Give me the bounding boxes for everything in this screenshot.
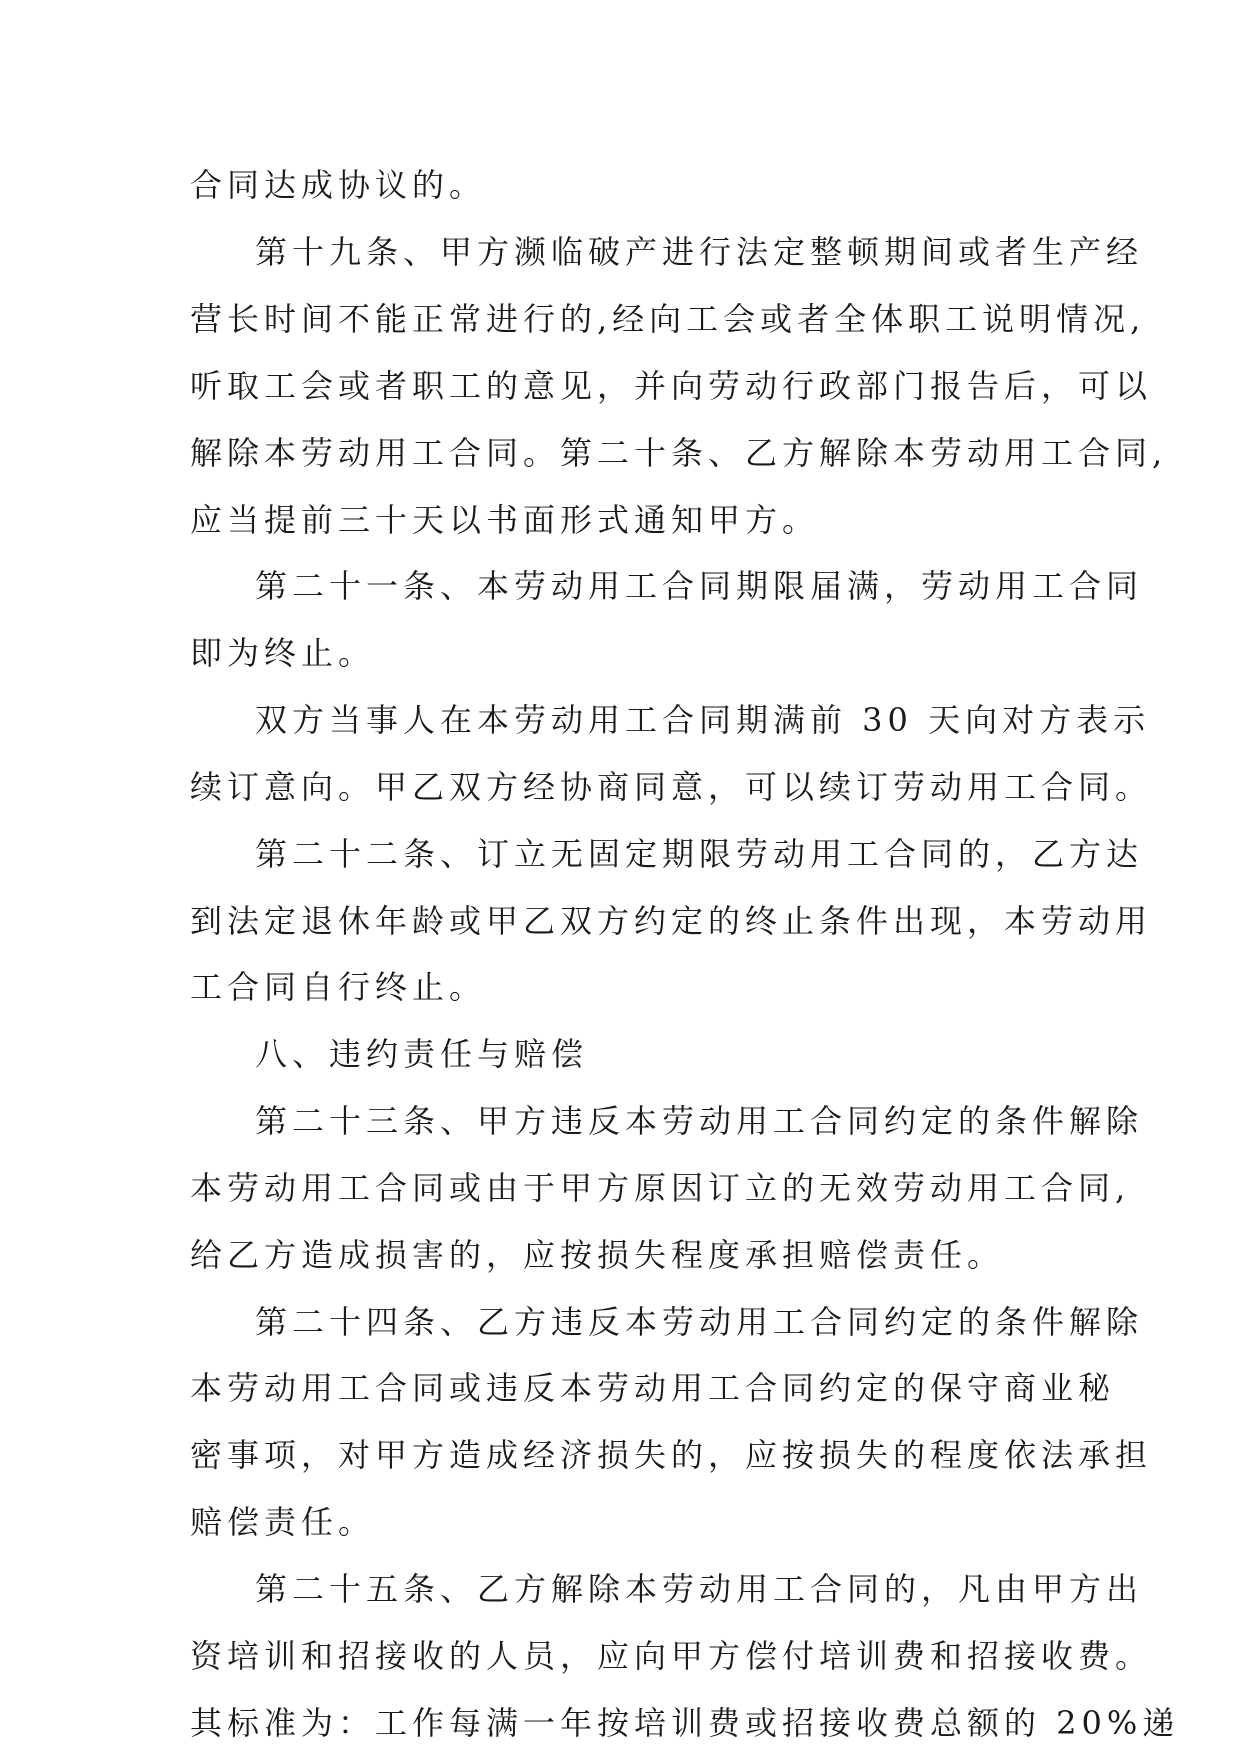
text-line: 本劳动用工合同或由于甲方原因订立的无效劳动用工合同, — [190, 1169, 1131, 1207]
paragraph-article-24: 第二十四条、乙方违反本劳动用工合同约定的条件解除 — [255, 1303, 1144, 1341]
text-line: 资培训和招接收的人员，应向甲方偿付培训费和招接收费。 — [190, 1637, 1153, 1675]
text-line: 即为终止。 — [190, 634, 376, 672]
paragraph-article-23: 第二十三条、甲方违反本劳动用工合同约定的条件解除 — [255, 1102, 1144, 1140]
text-line: 赔偿责任。 — [190, 1503, 376, 1541]
text-line: 密事项，对甲方造成经济损失的，应按损失的程度依法承担 — [190, 1436, 1153, 1474]
section-heading: 八、违约责任与赔偿 — [255, 1035, 589, 1073]
paragraph-article-22: 第二十二条、订立无固定期限劳动用工合同的，乙方达 — [255, 835, 1144, 873]
text-line: 合同达成协议的。 — [190, 166, 487, 204]
paragraph-renewal: 双方当事人在本劳动用工合同期满前 30 天向对方表示 — [255, 701, 1151, 739]
text-line: 给乙方造成损害的，应按损失程度承担赔偿责任。 — [190, 1236, 1005, 1274]
text-line: 解除本劳动用工合同。第二十条、乙方解除本劳动用工合同, — [190, 434, 1168, 472]
text-line: 本劳动用工合同或违反本劳动用工合同约定的保守商业秘 — [190, 1369, 1116, 1407]
text-line: 应当提前三十天以书面形式通知甲方。 — [190, 501, 820, 539]
text-line: 营长时间不能正常进行的,经向工会或者全体职工说明情况, — [190, 300, 1146, 338]
paragraph-article-25: 第二十五条、乙方解除本劳动用工合同的，凡由甲方出 — [255, 1570, 1144, 1608]
text-line: 其标准为：工作每满一年按培训费或招接收费总额的 20%递 — [190, 1704, 1180, 1742]
paragraph-article-19: 第十九条、甲方濒临破产进行法定整顿期间或者生产经 — [255, 233, 1144, 271]
text-line: 听取工会或者职工的意见，并向劳动行政部门报告后，可以 — [190, 367, 1153, 405]
text-line: 到法定退休年龄或甲乙双方约定的终止条件出现，本劳动用 — [190, 902, 1153, 940]
paragraph-article-21: 第二十一条、本劳动用工合同期限届满，劳动用工合同 — [255, 567, 1144, 605]
text-line: 工合同自行终止。 — [190, 968, 487, 1006]
text-line: 续订意向。甲乙双方经协商同意，可以续订劳动用工合同。 — [190, 768, 1153, 806]
